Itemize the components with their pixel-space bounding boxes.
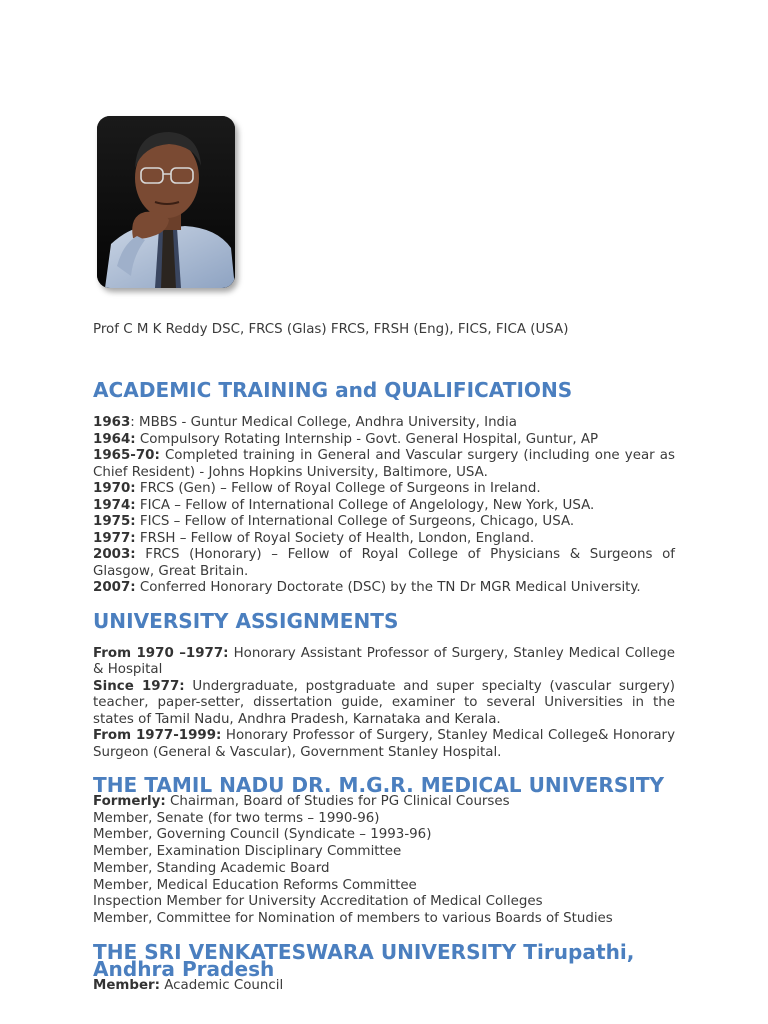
member-row: Member: Academic Council bbox=[93, 977, 284, 993]
academic-entry: 1963: MBBS - Guntur Medical College, Andhra University, India bbox=[93, 415, 517, 430]
academic-entry: 1977: FRSH – Fellow of Royal Society of Health, London, England. bbox=[93, 530, 535, 546]
university-heading: UNIVERSITY ASSIGNMENTS bbox=[93, 608, 399, 633]
name-credentials: Prof C M K Reddy DSC, FRCS (Glas) FRCS, FRSH (Eng), FICS, FICA (USA) bbox=[93, 322, 569, 337]
academic-entry: 1964: Compulsory Rotating Internship - Govt. General Hospital, Guntur, AP bbox=[93, 431, 599, 447]
tamilnadu-heading: THE TAMIL NADU DR. M.G.R. MEDICAL UNIVERSITY bbox=[93, 773, 665, 797]
academic-list bbox=[93, 415, 675, 597]
list-item: Member, Standing Academic Board bbox=[93, 860, 330, 876]
academic-heading: ACADEMIC TRAINING and QUALIFICATIONS bbox=[93, 378, 573, 402]
list-item: Member, Senate (for two terms – 1990-96) bbox=[93, 810, 380, 826]
cv-content bbox=[93, 378, 675, 994]
list-item: Member, Examination Disciplinary Committee bbox=[93, 844, 402, 860]
formerly-row: Formerly: Chairman, Board of Studies for PG Clinical Courses bbox=[93, 794, 510, 809]
academic-entry: 1970: FRCS (Gen) – Fellow of Royal College of Surgeons in Ireland. bbox=[93, 481, 541, 496]
list-item: Member, Medical Education Reforms Committee bbox=[93, 877, 417, 893]
academic-entry: 1965-70: Completed training in General and Vascular surgery (including one year as Chief Resident) - Johns Hopkins University, Baltimore, USA. bbox=[93, 448, 675, 480]
venkateswara-heading: THE SRI VENKATESWARA UNIVERSITY Tirupathi, Andhra Pradesh bbox=[93, 939, 635, 981]
list-item: Member, Committee for Nomination of members to various Boards of Studies bbox=[93, 910, 613, 926]
university-entry: From 1977-1999: Honorary Professor of Surgery, Stanley Medical College& Honorary Surgeon (General & Vascular), Government Stanley Hospital. bbox=[93, 728, 675, 760]
university-entry: Since 1977: Undergraduate, postgraduate and super specialty (vascular surgery) teacher, paper-setter, dissertation guide, examiner to several Universities in the states of Tamil Nadu, Andhra Pradesh, Karnataka and Kerala. bbox=[93, 678, 675, 727]
tamilnadu-list bbox=[93, 794, 675, 928]
academic-entry: 2007: Conferred Honorary Doctorate (DSC) by the TN Dr MGR Medical University. bbox=[93, 580, 641, 595]
academic-entry: 1975: FICS – Fellow of International College of Surgeons, Chicago, USA. bbox=[93, 514, 575, 529]
university-entry: From 1970 –1977: Honorary Assistant Professor of Surgery, Stanley Medical College & Hospital bbox=[93, 645, 675, 677]
list-item: Member, Governing Council (Syndicate – 1993-96) bbox=[93, 827, 432, 843]
list-item: Inspection Member for University Accreditation of Medical Colleges bbox=[93, 894, 543, 910]
university-list bbox=[93, 646, 675, 762]
portrait-illustration bbox=[97, 116, 235, 288]
portrait-photo bbox=[97, 116, 235, 288]
academic-entry: 2003: FRCS (Honorary) – Fellow of Royal College of Physicians & Surgeons of Glasgow, Great Britain. bbox=[93, 547, 675, 579]
academic-entry: 1974: FICA – Fellow of International College of Angelology, New York, USA. bbox=[93, 497, 595, 513]
